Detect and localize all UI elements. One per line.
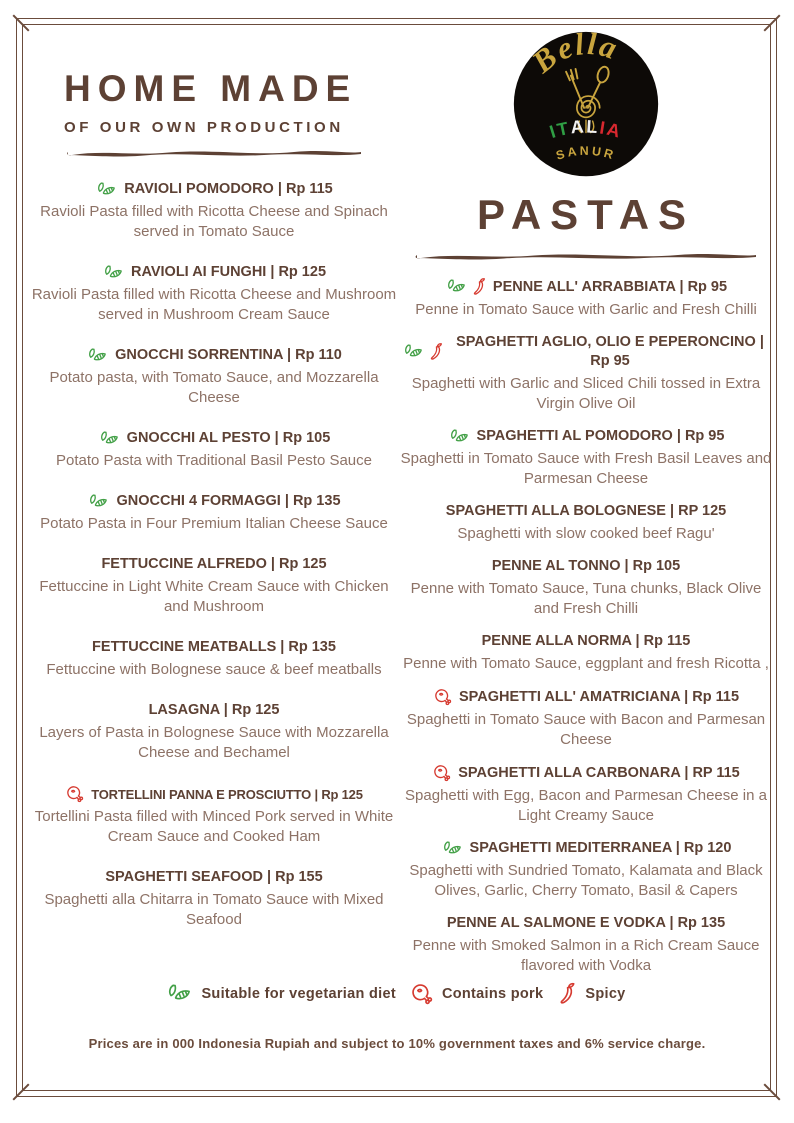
menu-item — [400, 557, 772, 619]
svg-text:SANUR: SANUR — [554, 143, 618, 163]
menu-item-price: Rp 135 — [677, 915, 726, 931]
menu-item-description: Spaghetti in Tomato Sauce with Fresh Basil Leaves and Parmesan Cheese — [400, 450, 772, 487]
legend — [0, 984, 794, 1004]
menu-item-icons — [98, 430, 121, 448]
menu-item-name: FETTUCCINE ALFREDO — [101, 556, 267, 572]
menu-item-description: Spaghetti with slow cooked beef Ragu' — [457, 525, 715, 542]
menu-item-title — [30, 784, 398, 804]
menu-item-title — [400, 914, 772, 933]
price-separator: | — [280, 493, 293, 509]
menu-item-description: Fettuccine with Bolognese sauce & beef meatballs — [46, 661, 382, 678]
price-separator: | — [631, 633, 644, 649]
chili-icon — [428, 342, 444, 362]
menu-item-name: SPAGHETTI SEAFOOD — [105, 869, 263, 885]
menu-item-price: Rp 110 — [295, 347, 342, 363]
menu-item-name: PENNE AL TONNO — [491, 558, 621, 574]
menu-item — [400, 277, 772, 320]
menu-item — [30, 346, 398, 408]
menu-item-name: TORTELLINI PANNA E PROSCIUTTO — [91, 786, 312, 802]
chili-icon — [559, 984, 575, 1004]
menu-item-title — [30, 555, 398, 574]
price-separator: | — [266, 264, 279, 280]
menu-item-name: RAVIOLI AI FUNGHI — [130, 264, 267, 280]
menu-item-name: SPAGHETTI AGLIO, OLIO E PEPERONCINO — [456, 334, 756, 350]
homemade-items — [30, 180, 398, 930]
menu-item-description: Spaghetti with Garlic and Sliced Chili tossed in Extra Virgin Olive Oil — [411, 375, 761, 412]
menu-item — [30, 638, 398, 680]
menu-item-icons — [402, 342, 444, 362]
menu-item-description: Potato pasta, with Tomato Sauce, and Mozzarella Cheese — [49, 369, 379, 406]
menu-item-price: Rp 105 — [282, 430, 331, 446]
menu-item-title — [30, 638, 398, 657]
menu-item — [30, 180, 398, 242]
menu-item-title — [30, 492, 398, 511]
menu-item-name: RAVIOLI POMODORO — [124, 181, 274, 197]
menu-item-description: Penne with Tomato Sauce, eggplant and fresh Ricotta , — [403, 655, 769, 672]
menu-item-price: Rp 155 — [275, 869, 323, 885]
leaf-icon — [87, 493, 110, 511]
menu-item-icons — [445, 277, 487, 297]
menu-item-title — [400, 687, 772, 707]
price-separator: | — [270, 430, 283, 446]
menu-item-title — [400, 763, 772, 783]
menu-item-name: LASAGNA — [148, 702, 220, 718]
menu-item-description: Spaghetti with Egg, Bacon and Parmesan Cheese in a Light Creamy Sauce — [405, 787, 767, 824]
pastas-title: PASTAS — [476, 191, 696, 238]
menu-item-price: Rp 115 — [643, 633, 691, 649]
corner-flourish — [13, 1084, 30, 1101]
menu-item — [400, 632, 772, 674]
menu-item-description: Penne with Smoked Salmon in a Rich Cream Sauce flavored with Vodka — [412, 937, 760, 974]
menu-item-title — [400, 839, 772, 858]
menu-item-icons — [87, 493, 110, 511]
chili-icon — [471, 277, 487, 297]
menu-item-price: Rp 135 — [288, 639, 336, 655]
price-separator: | — [311, 786, 322, 802]
footer-note: Prices are in 000 Indonesia Rupiah and subject to 10% government taxes and 6% service charge. — [88, 1036, 706, 1051]
homemade-header — [64, 68, 398, 158]
menu-item-name: PENNE ALL' ARRABBIATA — [492, 278, 676, 295]
menu-item-description: Ravioli Pasta filled with Ricotta Cheese and Spinach served in Tomato Sauce — [40, 203, 388, 240]
menu-item-price: RP 125 — [678, 503, 727, 519]
menu-item-name: PENNE AL SALMONE E VODKA — [446, 915, 666, 931]
menu-item-price: RP 115 — [692, 764, 740, 781]
legend-label: Spicy — [585, 986, 626, 1002]
price-separator: | — [665, 915, 678, 931]
menu-item-name: SPAGHETTI AL POMODORO — [476, 428, 673, 444]
corner-flourish — [764, 1084, 781, 1101]
menu-item-description: Fettuccine in Light White Cream Sauce with Chicken and Mushroom — [39, 578, 389, 615]
menu-item-title — [30, 868, 398, 887]
legend-label: Contains pork — [441, 986, 544, 1002]
legend-item-vegetarian — [168, 985, 396, 1003]
menu-item-description: Potato Pasta with Traditional Basil Pesto Sauce — [55, 452, 372, 469]
leaf-icon — [448, 428, 471, 446]
price-separator: | — [680, 688, 693, 705]
menu-item-description: Tortellini Pasta filled with Minced Pork served in White Cream Sauce and Cooked Ham — [34, 808, 394, 845]
menu-item-title — [400, 427, 772, 446]
menu-item — [400, 763, 772, 826]
menu-item-title — [30, 346, 398, 365]
menu-item — [400, 687, 772, 750]
menu-item-title — [400, 502, 772, 521]
legend-item-spicy — [559, 984, 625, 1004]
menu-item — [30, 784, 398, 847]
menu-item-title — [30, 429, 398, 448]
brush-divider — [64, 146, 398, 158]
menu-item — [30, 555, 398, 617]
menu-item-name: SPAGHETTI ALL' AMATRICIANA — [458, 688, 681, 705]
menu-item-description: Layers of Pasta in Bolognese Sauce with Mozzarella Cheese and Bechamel — [39, 724, 389, 761]
menu-item-description: Spaghetti in Tomato Sauce with Bacon and Parmesan Cheese — [406, 711, 766, 748]
homemade-section — [30, 68, 398, 951]
pastas-section — [400, 30, 772, 989]
corner-flourish — [764, 15, 781, 32]
menu-item-icons — [433, 687, 453, 707]
menu-item-description: Spaghetti with Sundried Tomato, Kalamata and Black Olives, Garlic, Cherry Tomato, Basil & Capers — [409, 862, 763, 899]
menu-item — [30, 868, 398, 930]
menu-item-price: Rp 115 — [692, 688, 740, 705]
menu-item — [400, 502, 772, 544]
menu-item-title — [400, 557, 772, 576]
price-separator: | — [680, 764, 693, 781]
menu-item-icons — [441, 840, 464, 858]
pork-icon — [412, 984, 432, 1004]
menu-item-title — [30, 701, 398, 720]
menu-item-name: GNOCCHI AL PESTO — [126, 430, 271, 446]
menu-item-title — [400, 632, 772, 651]
menu-item-price: Rp 95 — [687, 278, 728, 295]
price-separator: | — [282, 347, 296, 363]
price-separator: | — [755, 334, 764, 350]
price-separator: | — [671, 840, 684, 856]
menu-item-icons — [448, 428, 471, 446]
menu-item — [30, 492, 398, 534]
pastas-items — [400, 277, 772, 976]
menu-item-name: SPAGHETTI ALLA CARBONARA — [458, 764, 681, 781]
pork-icon — [433, 687, 453, 707]
price-separator: | — [672, 428, 685, 444]
pork-icon — [432, 763, 452, 783]
leaf-icon — [102, 264, 125, 282]
leaf-icon — [402, 343, 425, 361]
menu-item-price: Rp 135 — [292, 493, 341, 509]
leaf-icon — [95, 181, 118, 199]
menu-item-description: Penne with Tomato Sauce, Tuna chunks, Black Olive and Fresh Chilli — [410, 580, 762, 617]
menu-item — [30, 429, 398, 471]
menu-item-price: Rp 125 — [278, 264, 327, 280]
menu-item-name: SPAGHETTI MEDITERRANEA — [469, 840, 672, 856]
menu-item-name: FETTUCCINE MEATBALLS — [92, 639, 277, 655]
menu-item — [400, 839, 772, 901]
restaurant-logo — [400, 30, 772, 185]
leaf-icon — [168, 985, 191, 1003]
price-separator: | — [665, 503, 679, 519]
price-separator: | — [675, 278, 688, 295]
menu-item-icons — [65, 784, 85, 804]
price-separator: | — [273, 181, 286, 197]
menu-item-price: Rp 125 — [278, 556, 327, 572]
leaf-icon — [445, 278, 468, 296]
menu-item-name: GNOCCHI 4 FORMAGGI — [116, 493, 281, 509]
menu-item-description: Ravioli Pasta filled with Ricotta Cheese and Mushroom served in Mushroom Cream Sauce — [31, 286, 397, 323]
menu-item-icons — [102, 264, 125, 282]
corner-flourish — [13, 15, 30, 32]
menu-item-price: Rp 125 — [321, 786, 363, 802]
menu-item-icons — [432, 763, 452, 783]
menu-item-title — [30, 263, 398, 282]
leaf-icon — [86, 347, 109, 365]
homemade-subtitle: OF OUR OWN PRODUCTION — [64, 119, 344, 136]
menu-item-icons — [86, 347, 109, 365]
svg-text:Bella: Bella — [525, 30, 624, 80]
menu-item — [30, 701, 398, 763]
menu-item-price: Rp 105 — [632, 558, 681, 574]
menu-item-title — [400, 277, 772, 297]
menu-item-price: Rp 95 — [684, 428, 725, 444]
menu-item-price: Rp 115 — [285, 181, 333, 197]
menu-item-description: Penne in Tomato Sauce with Garlic and Fresh Chilli — [415, 301, 757, 318]
brush-divider — [412, 249, 760, 261]
leaf-icon — [98, 430, 121, 448]
menu-item-price: Rp 120 — [683, 840, 732, 856]
price-separator: | — [620, 558, 633, 574]
menu-item-price: Rp 95 — [590, 353, 630, 369]
price-separator: | — [262, 869, 276, 885]
menu-item-title — [30, 180, 398, 199]
menu-item — [400, 427, 772, 489]
legend-label: Suitable for vegetarian diet — [201, 986, 396, 1002]
pork-icon — [65, 784, 85, 804]
price-separator: | — [219, 702, 232, 718]
menu-item — [400, 333, 772, 414]
menu-item-title — [400, 333, 772, 371]
homemade-title: HOME MADE — [64, 68, 358, 109]
menu-item-name: SPAGHETTI ALLA BOLOGNESE — [445, 503, 666, 519]
svg-text:ITALIA: ITALIA — [547, 116, 625, 143]
menu-item-name: GNOCCHI SORRENTINA — [115, 347, 283, 363]
menu-item-description: Spaghetti alla Chitarra in Tomato Sauce with Mixed Seafood — [44, 891, 384, 928]
menu-item-icons — [95, 181, 118, 199]
price-separator: | — [276, 639, 289, 655]
price-separator: | — [266, 556, 279, 572]
menu-item-price: Rp 125 — [231, 702, 280, 718]
menu-item-description: Potato Pasta in Four Premium Italian Cheese Sauce — [40, 515, 388, 532]
legend-item-pork — [412, 984, 543, 1004]
menu-item-name: PENNE ALLA NORMA — [481, 633, 632, 649]
menu-item — [30, 263, 398, 325]
leaf-icon — [441, 840, 464, 858]
menu-item — [400, 914, 772, 976]
